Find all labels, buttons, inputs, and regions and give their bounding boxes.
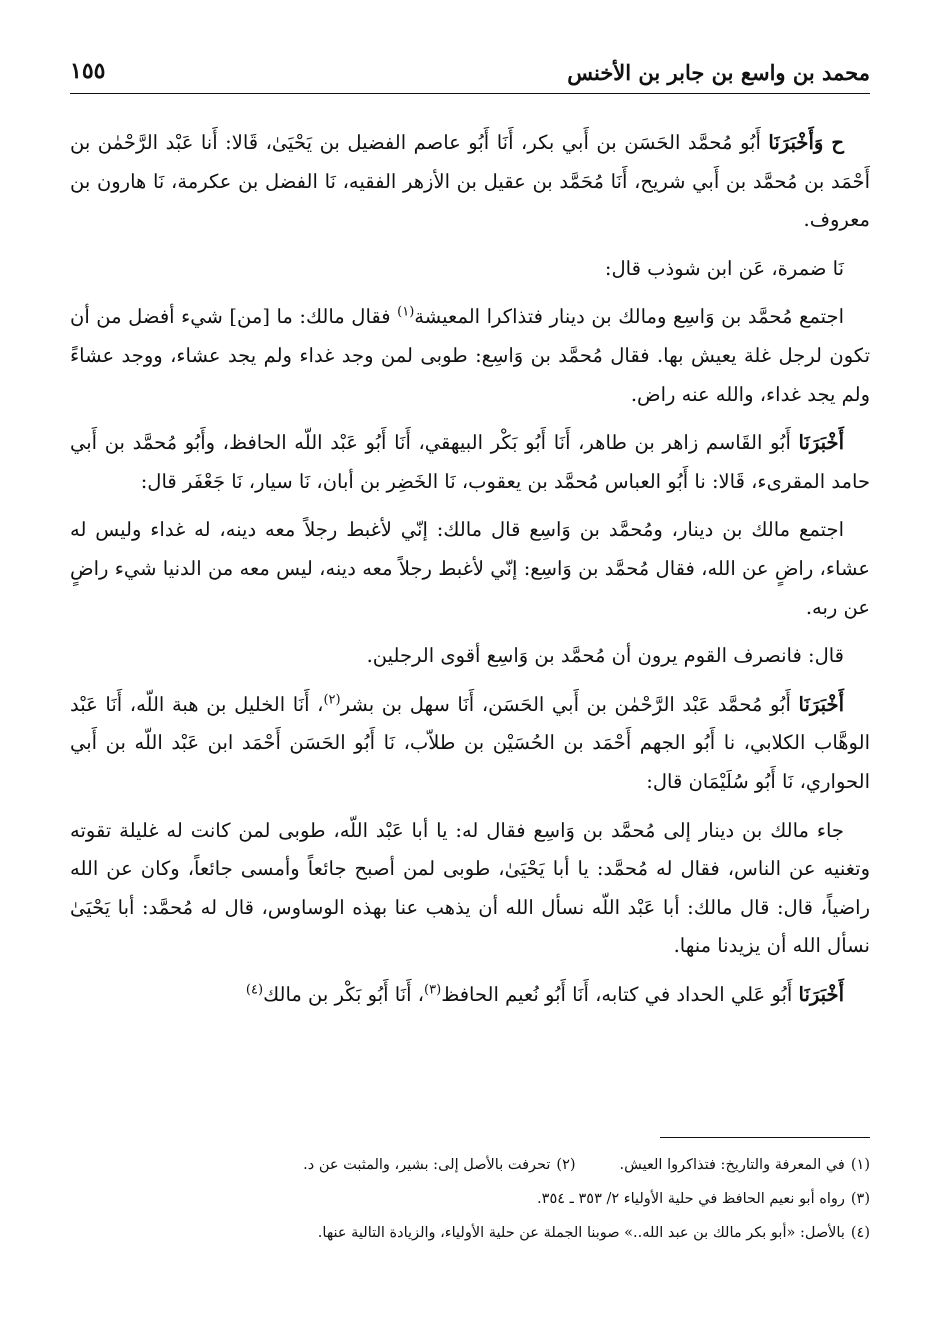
paragraph (70, 250, 870, 289)
paragraph (70, 298, 870, 414)
paragraph (70, 812, 870, 966)
footnote-line (70, 1148, 870, 1182)
paragraph-text: أَبُو مُحمَّد الحَسَن بن أَبي بكر، أَنَا أَبُو عاصم الفضيل بن يَحْيَىٰ، قَالا: أَنا عَبْد الرَّحْمٰن بن أَحْمَد بن مُحمَّد بن أَبي شريح، أَنَا مُحَمَّد بن عقيل بن الأزهر الفقيه، نَا الفضل بن عكرمة، نَا هارون بن معروف. (70, 131, 870, 232)
footnote-text: تحرفت بالأصل إلى: بشير، والمثبت عن د. (303, 1157, 551, 1173)
footnotes (70, 1148, 870, 1250)
footnote-text: بالأصل: «أبو بكر مالك بن عبد الله..» صوبنا الجملة عن حلية الأولياء، والزيادة التالية عنها. (317, 1225, 845, 1241)
footnote-line (70, 1182, 870, 1216)
footnote-number: (٣) (850, 1191, 870, 1207)
footnote-text: في المعرفة والتاريخ: فتذاكروا العيش. (619, 1157, 845, 1173)
paragraph (70, 637, 870, 676)
paragraph-text: أَبُو عَلي الحداد في كتابه، أَنَا أَبُو نُعيم الحافظ (441, 982, 799, 1006)
footnote-ref[interactable]: (٤) (245, 982, 264, 998)
main-text (70, 124, 870, 1014)
running-title: محمد بن واسع بن جابر بن الأخنس (567, 60, 870, 85)
footnote-line (70, 1216, 870, 1250)
footnote-separator (660, 1137, 870, 1138)
paragraph-text: قال: فانصرف القوم يرون أن مُحمَّد بن وَاسِع أقوى الرجلين. (366, 644, 844, 668)
page-number: ١٥٥ (70, 58, 106, 84)
paragraph-text: أَبُو مُحمَّد عَبْد الرَّحْمٰن بن أَبي الحَسَن، أَنَا سهل بن بشر (340, 692, 799, 716)
paragraph-text: نَا ضمرة، عَن ابن شوذب قال: (604, 256, 844, 280)
narration-keyword: أَخْبَرَنَا (798, 982, 844, 1006)
paragraph-text: أَبُو القَاسم زاهر بن طاهر، أَنَا أَبُو بَكْر البيهقي، أَنَا أَبُو عَبْد اللّه الحافظ، وأَبُو مُحمَّد بن أَبي حامد المقرىء، قَالا: نا أَبُو العباس مُحمَّد بن يعقوب، نَا الخَضِر بن أبان، نَا سيار، نَا جَعْفَر قال: (70, 431, 870, 493)
paragraph (70, 976, 870, 1015)
paragraph (70, 686, 870, 802)
paragraph (70, 124, 870, 240)
paragraph-text-continued: ، أَنَا أَبُو بَكْر بن مالك (263, 982, 425, 1006)
paragraph (70, 511, 870, 627)
narration-keyword: ح وَأَخْبَرَنَا (768, 131, 844, 154)
paragraph-text: اجتمع مُحمَّد بن وَاسِع ومالك بن دينار فتذاكرا المعيشة (414, 305, 844, 329)
paragraph-text-continued: فقال مالك: ما [من] شيء أفضل من أن تكون لرجل غلة يعيش بها. فقال مُحمَّد بن وَاسِع: طوبى لمن وجد غداء ولم يجد عشاء، ووجد عشاءً ولم يجد غداء، والله عنه راض. (70, 305, 870, 406)
footnote-ref[interactable]: (٣) (424, 982, 442, 998)
footnote-number: (٢) (556, 1157, 576, 1173)
paragraph (70, 424, 870, 501)
footnote-number: (٤) (850, 1225, 870, 1241)
footnote-ref[interactable]: (١) (397, 304, 415, 320)
paragraph-text: اجتمع مالك بن دينار، ومُحمَّد بن وَاسِع قال مالك: إنّي لأغبط رجلاً معه دينه، له غداء وليس له عشاء، راضٍ عن الله، فقال مُحمَّد بن وَاسِع: إنّي لأغبط رجلاً معه دينه، ليس معه من الدنيا شيء راضٍ عن ربه. (70, 518, 870, 619)
paragraph-text: جاء مالك بن دينار إلى مُحمَّد بن وَاسِع فقال له: يا أبا عَبْد اللّه، طوبى لمن كانت له غليلة تقوته وتغنيه عن الناس، فقال له مُحمَّد: يا أبا يَحْيَىٰ، طوبى لمن أصبح جائعاً وأمسى جائعاً، وكان عن الله راضياً، قال: قال مالك: أبا عَبْد اللّه نسأل الله أن يذهب عنا بهذه الوساوس، قال له مُحمَّد: أبا يَحْيَىٰ نسأل الله أن يزيدنا منها. (70, 818, 870, 958)
narration-keyword: أَخْبَرَنَا (798, 692, 844, 716)
page-header (70, 52, 870, 94)
narration-keyword: أَخْبَرَنَا (798, 431, 844, 455)
footnote-number: (١) (850, 1157, 870, 1173)
paragraph-text-continued: ، أَنَا الخليل بن هبة اللّه، أَنَا عَبْد الوهَّاب الكلابي، نا أَبُو الجهم أَحْمَد بن الحُسَيْن بن طلاّب، نَا أَبُو الحَسَن أَحْمَد ابن عَبْد اللّه بن أَبي الحواري، نَا أَبُو سُلَيْمَان قال: (70, 692, 870, 793)
footnote-text: رواه أبو نعيم الحافظ في حلية الأولياء ٢/ ٣٥٣ ـ ٣٥٤. (537, 1191, 845, 1207)
footnote-ref[interactable]: (٢) (323, 692, 341, 708)
header-rule (70, 93, 870, 94)
